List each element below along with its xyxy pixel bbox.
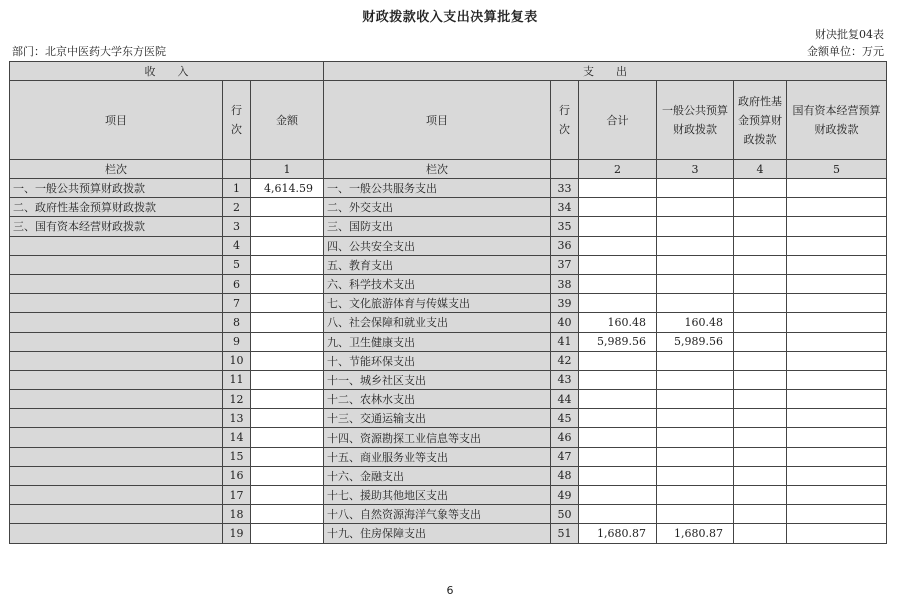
expense-rowno-header: 行次 xyxy=(551,81,579,160)
income-item-cell xyxy=(10,505,223,524)
total-amount-cell: 1,680.87 xyxy=(579,524,657,543)
expense-item-cell: 八、社会保障和就业支出 xyxy=(324,313,551,332)
income-row-number: 12 xyxy=(223,390,251,409)
appropriation-table xyxy=(9,61,887,544)
gov-fund-cell xyxy=(734,274,787,293)
state-capital-cell xyxy=(787,198,887,217)
table-row xyxy=(10,370,887,389)
table-row xyxy=(10,428,887,447)
total-amount-cell xyxy=(579,409,657,428)
total-amount-cell xyxy=(579,428,657,447)
gov-fund-cell xyxy=(734,447,787,466)
general-budget-cell xyxy=(657,198,734,217)
blank-cell xyxy=(223,160,251,179)
general-budget-cell: 1,680.87 xyxy=(657,524,734,543)
income-row-number: 3 xyxy=(223,217,251,236)
expense-row-number: 35 xyxy=(551,217,579,236)
expense-item-cell: 十一、城乡社区支出 xyxy=(324,370,551,389)
income-item-header: 项目 xyxy=(10,81,223,160)
total-amount-cell xyxy=(579,447,657,466)
state-capital-cell xyxy=(787,428,887,447)
table-row xyxy=(10,409,887,428)
income-item-cell xyxy=(10,486,223,505)
gov-fund-cell xyxy=(734,351,787,370)
total-amount-cell xyxy=(579,274,657,293)
state-capital-cell xyxy=(787,179,887,198)
expense-row-number: 38 xyxy=(551,274,579,293)
expense-item-cell: 二、外交支出 xyxy=(324,198,551,217)
total-amount-cell xyxy=(579,505,657,524)
income-amount-cell xyxy=(251,409,324,428)
income-item-cell: 二、政府性基金预算财政拨款 xyxy=(10,198,223,217)
income-amount-cell xyxy=(251,236,324,255)
income-row-number: 7 xyxy=(223,294,251,313)
state-capital-cell xyxy=(787,505,887,524)
expense-row-number: 45 xyxy=(551,409,579,428)
expense-row-number: 36 xyxy=(551,236,579,255)
income-amount-cell xyxy=(251,390,324,409)
state-capital-cell xyxy=(787,332,887,351)
total-amount-cell xyxy=(579,351,657,370)
state-capital-cell xyxy=(787,486,887,505)
general-budget-cell: 160.48 xyxy=(657,313,734,332)
income-amount-cell xyxy=(251,428,324,447)
total-amount-cell: 5,989.56 xyxy=(579,332,657,351)
income-row-number: 6 xyxy=(223,274,251,293)
income-row-number: 14 xyxy=(223,428,251,447)
total-amount-cell xyxy=(579,486,657,505)
general-budget-cell: 5,989.56 xyxy=(657,332,734,351)
income-row-number: 13 xyxy=(223,409,251,428)
unit-label: 金额单位：万元 xyxy=(807,45,884,58)
gov-fund-cell xyxy=(734,179,787,198)
expense-row-number: 48 xyxy=(551,466,579,485)
expense-row-number: 49 xyxy=(551,486,579,505)
gov-fund-cell xyxy=(734,236,787,255)
total-amount-cell xyxy=(579,198,657,217)
col-number-1: 1 xyxy=(251,160,324,179)
total-amount-cell xyxy=(579,255,657,274)
income-amount-cell xyxy=(251,198,324,217)
expense-item-cell: 七、文化旅游体育与传媒支出 xyxy=(324,294,551,313)
table-row xyxy=(10,198,887,217)
page-number: 6 xyxy=(446,584,454,597)
income-amount-cell xyxy=(251,351,324,370)
expense-row-number: 33 xyxy=(551,179,579,198)
expense-item-cell: 三、国防支出 xyxy=(324,217,551,236)
gov-fund-cell xyxy=(734,313,787,332)
income-item-cell xyxy=(10,332,223,351)
expense-row-number: 46 xyxy=(551,428,579,447)
general-budget-cell xyxy=(657,390,734,409)
total-amount-cell: 160.48 xyxy=(579,313,657,332)
form-code: 财决批复04表 xyxy=(815,28,884,41)
general-budget-cell xyxy=(657,236,734,255)
expense-item-cell: 九、卫生健康支出 xyxy=(324,332,551,351)
income-amount-cell xyxy=(251,313,324,332)
state-capital-cell xyxy=(787,447,887,466)
general-budget-cell xyxy=(657,428,734,447)
state-capital-header: 国有资本经营预算财政拨款 xyxy=(787,81,887,160)
gov-fund-cell xyxy=(734,198,787,217)
general-budget-cell xyxy=(657,447,734,466)
table-row xyxy=(10,351,887,370)
income-row-number: 17 xyxy=(223,486,251,505)
col-number-2: 2 xyxy=(579,160,657,179)
expense-header: 支 出 xyxy=(324,62,887,81)
income-item-cell xyxy=(10,524,223,543)
table-row xyxy=(10,390,887,409)
expense-item-cell: 十九、住房保障支出 xyxy=(324,524,551,543)
income-header: 收 入 xyxy=(10,62,324,81)
gov-fund-cell xyxy=(734,486,787,505)
income-item-cell xyxy=(10,255,223,274)
income-item-cell xyxy=(10,294,223,313)
income-amount-cell xyxy=(251,217,324,236)
general-budget-header: 一般公共预算财政拨款 xyxy=(657,81,734,160)
income-item-cell xyxy=(10,274,223,293)
table-row xyxy=(10,524,887,543)
income-row-number: 9 xyxy=(223,332,251,351)
total-amount-cell xyxy=(579,217,657,236)
column-label: 栏次 xyxy=(10,160,223,179)
table-row xyxy=(10,236,887,255)
expense-item-cell: 十二、农林水支出 xyxy=(324,390,551,409)
state-capital-cell xyxy=(787,466,887,485)
income-item-cell xyxy=(10,313,223,332)
income-amount-cell xyxy=(251,370,324,389)
table-row xyxy=(10,217,887,236)
gov-fund-cell xyxy=(734,409,787,428)
income-item-cell xyxy=(10,447,223,466)
state-capital-cell xyxy=(787,236,887,255)
expense-item-cell: 十、节能环保支出 xyxy=(324,351,551,370)
income-amount-cell xyxy=(251,447,324,466)
gov-fund-cell xyxy=(734,466,787,485)
expense-row-number: 34 xyxy=(551,198,579,217)
expense-row-number: 39 xyxy=(551,294,579,313)
gov-fund-cell xyxy=(734,428,787,447)
expense-row-number: 42 xyxy=(551,351,579,370)
general-budget-cell xyxy=(657,409,734,428)
income-item-cell xyxy=(10,466,223,485)
general-budget-cell xyxy=(657,217,734,236)
expense-item-cell: 十三、交通运输支出 xyxy=(324,409,551,428)
income-amount-cell xyxy=(251,466,324,485)
table-row xyxy=(10,466,887,485)
expense-item-cell: 十六、金融支出 xyxy=(324,466,551,485)
general-budget-cell xyxy=(657,255,734,274)
table-row xyxy=(10,255,887,274)
state-capital-cell xyxy=(787,409,887,428)
income-row-number: 16 xyxy=(223,466,251,485)
income-row-number: 11 xyxy=(223,370,251,389)
general-budget-cell xyxy=(657,179,734,198)
col-number-4: 4 xyxy=(734,160,787,179)
expense-row-number: 50 xyxy=(551,505,579,524)
expense-item-cell: 十八、自然资源海洋气象等支出 xyxy=(324,505,551,524)
amount-header: 金额 xyxy=(251,81,324,160)
income-row-number: 18 xyxy=(223,505,251,524)
total-amount-cell xyxy=(579,466,657,485)
gov-fund-cell xyxy=(734,505,787,524)
gov-fund-cell xyxy=(734,370,787,389)
table-row xyxy=(10,505,887,524)
total-amount-cell xyxy=(579,370,657,389)
expense-row-number: 37 xyxy=(551,255,579,274)
state-capital-cell xyxy=(787,524,887,543)
table-row xyxy=(10,486,887,505)
general-budget-cell xyxy=(657,351,734,370)
gov-fund-cell xyxy=(734,217,787,236)
blank-cell xyxy=(551,160,579,179)
expense-item-cell: 十五、商业服务业等支出 xyxy=(324,447,551,466)
state-capital-cell xyxy=(787,274,887,293)
income-amount-cell xyxy=(251,332,324,351)
gov-fund-cell xyxy=(734,332,787,351)
state-capital-cell xyxy=(787,370,887,389)
income-amount-cell xyxy=(251,255,324,274)
state-capital-cell xyxy=(787,313,887,332)
income-row-number: 19 xyxy=(223,524,251,543)
col-number-3: 3 xyxy=(657,160,734,179)
income-row-number: 8 xyxy=(223,313,251,332)
expense-item-cell: 十七、援助其他地区支出 xyxy=(324,486,551,505)
income-row-number: 10 xyxy=(223,351,251,370)
income-row-number: 1 xyxy=(223,179,251,198)
general-budget-cell xyxy=(657,505,734,524)
expense-item-header: 项目 xyxy=(324,81,551,160)
expense-row-number: 41 xyxy=(551,332,579,351)
col-number-5: 5 xyxy=(787,160,887,179)
total-amount-cell xyxy=(579,179,657,198)
expense-row-number: 40 xyxy=(551,313,579,332)
expense-item-cell: 六、科学技术支出 xyxy=(324,274,551,293)
state-capital-cell xyxy=(787,390,887,409)
general-budget-cell xyxy=(657,370,734,389)
income-item-cell xyxy=(10,236,223,255)
income-item-cell xyxy=(10,351,223,370)
income-rowno-header: 行次 xyxy=(223,81,251,160)
table-row xyxy=(10,179,887,198)
total-amount-cell xyxy=(579,236,657,255)
income-item-cell xyxy=(10,370,223,389)
income-amount-cell xyxy=(251,524,324,543)
expense-row-number: 43 xyxy=(551,370,579,389)
state-capital-cell xyxy=(787,255,887,274)
income-item-cell: 一、一般公共预算财政拨款 xyxy=(10,179,223,198)
income-item-cell xyxy=(10,428,223,447)
income-item-cell xyxy=(10,409,223,428)
gov-fund-cell xyxy=(734,255,787,274)
table-row xyxy=(10,294,887,313)
income-row-number: 5 xyxy=(223,255,251,274)
general-budget-cell xyxy=(657,466,734,485)
column-label: 栏次 xyxy=(324,160,551,179)
state-capital-cell xyxy=(787,217,887,236)
expense-row-number: 47 xyxy=(551,447,579,466)
gov-fund-header: 政府性基金预算财政拨款 xyxy=(734,81,787,160)
table-row xyxy=(10,332,887,351)
expense-item-cell: 十四、资源勘探工业信息等支出 xyxy=(324,428,551,447)
general-budget-cell xyxy=(657,294,734,313)
table-row xyxy=(10,447,887,466)
income-amount-cell xyxy=(251,505,324,524)
income-amount-cell xyxy=(251,294,324,313)
income-item-cell: 三、国有资本经营财政拨款 xyxy=(10,217,223,236)
table-row xyxy=(10,313,887,332)
department-label: 部门：北京中医药大学东方医院 xyxy=(12,45,166,58)
income-row-number: 4 xyxy=(223,236,251,255)
general-budget-cell xyxy=(657,486,734,505)
expense-item-cell: 四、公共安全支出 xyxy=(324,236,551,255)
expense-item-cell: 五、教育支出 xyxy=(324,255,551,274)
state-capital-cell xyxy=(787,351,887,370)
income-amount-cell: 4,614.59 xyxy=(251,179,324,198)
state-capital-cell xyxy=(787,294,887,313)
total-header: 合计 xyxy=(579,81,657,160)
income-amount-cell xyxy=(251,486,324,505)
total-amount-cell xyxy=(579,390,657,409)
gov-fund-cell xyxy=(734,294,787,313)
income-item-cell xyxy=(10,390,223,409)
total-amount-cell xyxy=(579,294,657,313)
expense-row-number: 51 xyxy=(551,524,579,543)
page-title: 财政拨款收入支出决算批复表 xyxy=(362,10,538,25)
gov-fund-cell xyxy=(734,390,787,409)
gov-fund-cell xyxy=(734,524,787,543)
expense-row-number: 44 xyxy=(551,390,579,409)
income-row-number: 2 xyxy=(223,198,251,217)
income-row-number: 15 xyxy=(223,447,251,466)
general-budget-cell xyxy=(657,274,734,293)
expense-item-cell: 一、一般公共服务支出 xyxy=(324,179,551,198)
table-row xyxy=(10,274,887,293)
income-amount-cell xyxy=(251,274,324,293)
